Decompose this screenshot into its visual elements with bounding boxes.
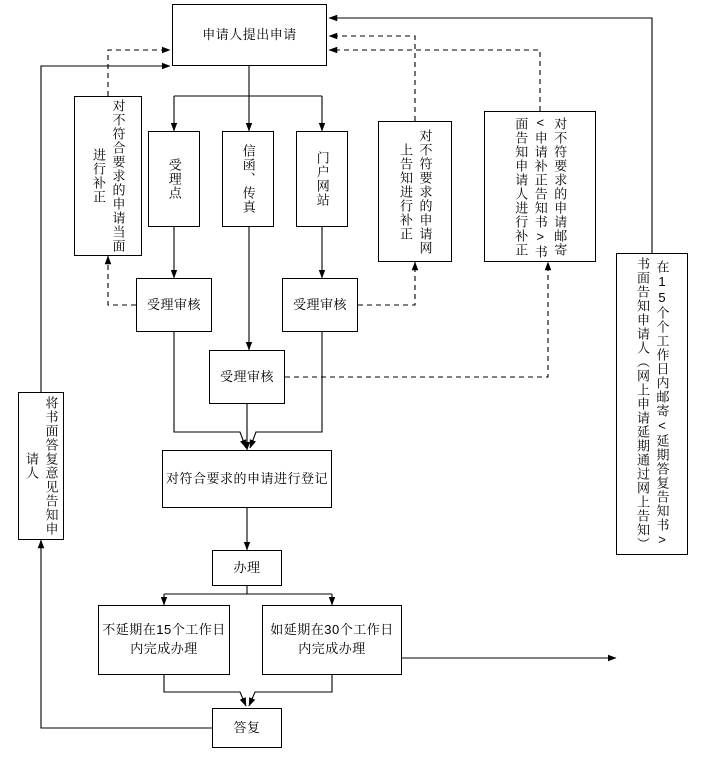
edge-noteright-apply (329, 50, 540, 111)
node-acceptance-review-portal[interactable]: 受理审核 (282, 278, 358, 332)
edge-accept1-noteleft (108, 256, 136, 305)
node-note-written-reply[interactable]: 将书面答复意见告知申请人 (18, 392, 64, 540)
node-extension-30-days[interactable]: 如延期在30个工作日内完成办理 (262, 605, 402, 675)
edge-notemid-apply (329, 36, 415, 121)
node-no-extension-15-days[interactable]: 不延期在15个工作日内完成办理 (98, 605, 230, 675)
edge-noteleft-apply (108, 50, 170, 96)
node-applicant-submits[interactable]: 申请人提出申请 (172, 4, 327, 66)
node-acceptance-review-counter[interactable]: 受理审核 (136, 278, 212, 332)
node-acceptance-review-mail[interactable]: 受理审核 (209, 350, 285, 404)
edge-nodelay-answer (164, 675, 246, 706)
node-process[interactable]: 办理 (212, 550, 282, 586)
node-note-online-correction[interactable]: 对不符要求的申请网上告知进行补正 (378, 121, 452, 262)
node-note-onsite-correction[interactable]: 对不符合要求的申请当面进行补正 (74, 96, 142, 256)
node-letter-fax[interactable]: 信函、传真 (222, 131, 274, 227)
node-note-extension-notice[interactable]: 在15个个工作日内邮寄<延期答复告知书>书面告知申请人（网上申请延期通过网上告知） (616, 253, 688, 555)
node-note-mail-correction[interactable]: 对不符要求的申请邮寄<申请补正告知书>书面告知申请人进行补正 (484, 111, 596, 262)
node-portal-website[interactable]: 门户网站 (296, 131, 348, 227)
edge-delay-answer (249, 675, 332, 706)
edge-accept3-notemid (358, 262, 415, 305)
node-register-qualified[interactable]: 对符合要求的申请进行登记 (162, 450, 332, 508)
node-reply[interactable]: 答复 (212, 708, 282, 748)
node-acceptance-point[interactable]: 受理点 (148, 131, 200, 227)
